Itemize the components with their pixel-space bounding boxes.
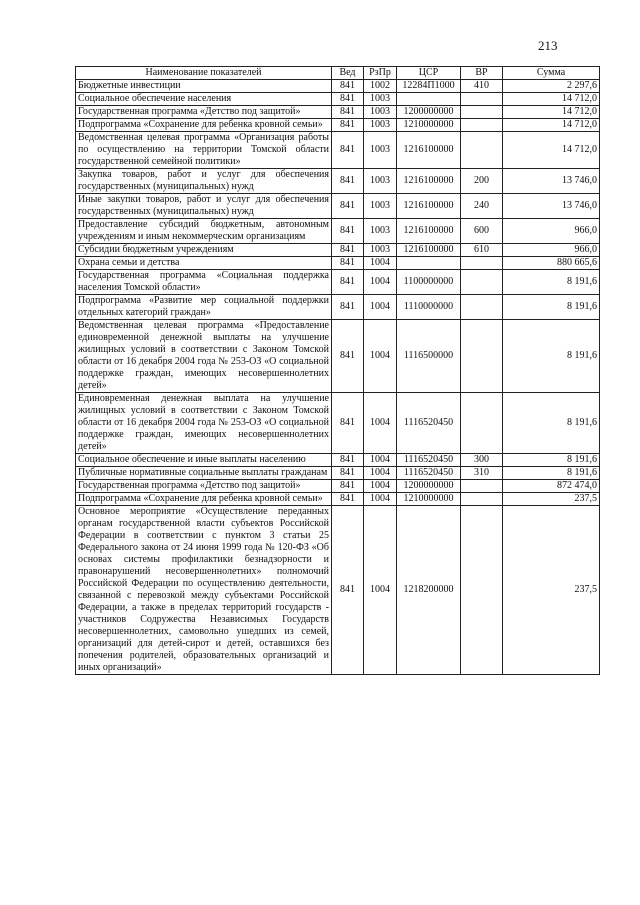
table-row xyxy=(76,480,600,493)
cell-rzpr: 1004 xyxy=(364,493,397,506)
cell-ved: 841 xyxy=(332,480,364,493)
cell-name: Бюджетные инвестиции xyxy=(76,80,332,93)
cell-csr: 1110000000 xyxy=(397,295,461,320)
cell-rzpr: 1004 xyxy=(364,320,397,393)
header-rzpr: РзПр xyxy=(364,67,397,80)
cell-csr: 1116500000 xyxy=(397,320,461,393)
cell-vr: 310 xyxy=(461,467,503,480)
cell-name: Охрана семьи и детства xyxy=(76,257,332,270)
cell-sum: 8 191,6 xyxy=(503,295,600,320)
cell-name: Публичные нормативные социальные выплаты гражданам xyxy=(76,467,332,480)
header-sum: Сумма xyxy=(503,67,600,80)
table-row xyxy=(76,169,600,194)
cell-ved: 841 xyxy=(332,257,364,270)
cell-vr: 200 xyxy=(461,169,503,194)
cell-sum: 8 191,6 xyxy=(503,467,600,480)
cell-sum: 14 712,0 xyxy=(503,106,600,119)
cell-vr xyxy=(461,295,503,320)
cell-name: Социальное обеспечение и иные выплаты населению xyxy=(76,454,332,467)
cell-rzpr: 1004 xyxy=(364,393,397,454)
cell-name: Основное мероприятие «Осуществление переданных органам государственной власти субъектов Российской Федерации в соответствии с пунктом 3 статьи 25 Федерального закона от 24 июня 1999 года № 120-ФЗ «Об основах системы профилактики безнадзорности и правонарушений несовершеннолетних» полномочий Российской Федерации по осуществлению деятельности, связанной с перевозкой между субъектами Российской Федерации, а также в пределах территорий государств - участников Содружества Независимых Государств несовершеннолетних, самовольно ушедших из семей, организаций для детей-сирот и детей, оставшихся без попечения родителей, образовательных организаций и иных организаций» xyxy=(76,506,332,675)
page-number: 213 xyxy=(538,38,558,53)
table-row xyxy=(76,506,600,675)
cell-name: Ведомственная целевая программа «Предоставление единовременной денежной выплаты на улучшение жилищных условий в соответствии с Законом Томской области от 16 декабря 2004 года № 253-ОЗ «О социальной поддержке граждан, имеющих несовершеннолетних детей» xyxy=(76,320,332,393)
cell-ved: 841 xyxy=(332,393,364,454)
cell-sum: 14 712,0 xyxy=(503,119,600,132)
cell-ved: 841 xyxy=(332,467,364,480)
cell-sum: 13 746,0 xyxy=(503,194,600,219)
cell-csr: 1210000000 xyxy=(397,119,461,132)
cell-sum: 8 191,6 xyxy=(503,393,600,454)
table-row xyxy=(76,467,600,480)
cell-rzpr: 1004 xyxy=(364,467,397,480)
cell-ved: 841 xyxy=(332,320,364,393)
cell-vr xyxy=(461,393,503,454)
cell-name: Закупка товаров, работ и услуг для обеспечения государственных (муниципальных) нужд xyxy=(76,169,332,194)
cell-csr: 1216100000 xyxy=(397,169,461,194)
cell-sum: 8 191,6 xyxy=(503,270,600,295)
table-header-row xyxy=(76,67,600,80)
cell-ved: 841 xyxy=(332,169,364,194)
cell-vr xyxy=(461,132,503,169)
cell-sum: 14 712,0 xyxy=(503,132,600,169)
cell-csr: 1200000000 xyxy=(397,106,461,119)
table-row xyxy=(76,493,600,506)
cell-sum: 8 191,6 xyxy=(503,320,600,393)
table-row xyxy=(76,295,600,320)
cell-csr: 12284П1000 xyxy=(397,80,461,93)
cell-rzpr: 1003 xyxy=(364,169,397,194)
cell-sum: 880 665,6 xyxy=(503,257,600,270)
cell-sum: 872 474,0 xyxy=(503,480,600,493)
cell-vr: 300 xyxy=(461,454,503,467)
cell-sum: 14 712,0 xyxy=(503,93,600,106)
cell-csr xyxy=(397,93,461,106)
cell-ved: 841 xyxy=(332,506,364,675)
cell-csr: 1116520450 xyxy=(397,393,461,454)
cell-vr: 600 xyxy=(461,219,503,244)
cell-vr: 410 xyxy=(461,80,503,93)
cell-vr: 610 xyxy=(461,244,503,257)
table-row xyxy=(76,393,600,454)
cell-vr xyxy=(461,93,503,106)
cell-name: Иные закупки товаров, работ и услуг для обеспечения государственных (муниципальных) нужд xyxy=(76,194,332,219)
table-row xyxy=(76,244,600,257)
header-ved: Вед xyxy=(332,67,364,80)
table-row xyxy=(76,132,600,169)
cell-rzpr: 1003 xyxy=(364,106,397,119)
cell-rzpr: 1002 xyxy=(364,80,397,93)
table-row xyxy=(76,119,600,132)
cell-ved: 841 xyxy=(332,132,364,169)
cell-ved: 841 xyxy=(332,493,364,506)
cell-name: Единовременная денежная выплата на улучшение жилищных условий в соответствии с Законом Томской области от 16 декабря 2004 года № 253-ОЗ «О социальной поддержке граждан, имеющих несовершеннолетних детей» xyxy=(76,393,332,454)
cell-vr xyxy=(461,493,503,506)
cell-name: Государственная программа «Детство под защитой» xyxy=(76,106,332,119)
cell-csr: 1116520450 xyxy=(397,454,461,467)
cell-rzpr: 1004 xyxy=(364,295,397,320)
table-row xyxy=(76,219,600,244)
table-body xyxy=(76,80,600,675)
table-row xyxy=(76,320,600,393)
cell-csr: 1216100000 xyxy=(397,219,461,244)
table-row xyxy=(76,257,600,270)
cell-vr xyxy=(461,480,503,493)
cell-name: Ведомственная целевая программа «Организация работы по осуществлению на территории Томской области государственной семейной политики» xyxy=(76,132,332,169)
cell-rzpr: 1004 xyxy=(364,270,397,295)
cell-name: Субсидии бюджетным учреждениям xyxy=(76,244,332,257)
cell-name: Государственная программа «Детство под защитой» xyxy=(76,480,332,493)
cell-csr: 1218200000 xyxy=(397,506,461,675)
cell-name: Подпрограмма «Сохранение для ребенка кровной семьи» xyxy=(76,493,332,506)
cell-name: Государственная программа «Социальная поддержка населения Томской области» xyxy=(76,270,332,295)
header-vr: ВР xyxy=(461,67,503,80)
cell-csr: 1216100000 xyxy=(397,244,461,257)
cell-rzpr: 1003 xyxy=(364,194,397,219)
cell-sum: 966,0 xyxy=(503,219,600,244)
cell-rzpr: 1003 xyxy=(364,93,397,106)
cell-rzpr: 1003 xyxy=(364,119,397,132)
cell-vr xyxy=(461,119,503,132)
cell-ved: 841 xyxy=(332,194,364,219)
cell-rzpr: 1004 xyxy=(364,506,397,675)
cell-rzpr: 1003 xyxy=(364,132,397,169)
cell-ved: 841 xyxy=(332,119,364,132)
cell-ved: 841 xyxy=(332,93,364,106)
cell-rzpr: 1004 xyxy=(364,480,397,493)
cell-csr: 1210000000 xyxy=(397,493,461,506)
cell-rzpr: 1004 xyxy=(364,257,397,270)
cell-vr xyxy=(461,106,503,119)
cell-csr: 1100000000 xyxy=(397,270,461,295)
cell-csr xyxy=(397,257,461,270)
cell-vr: 240 xyxy=(461,194,503,219)
cell-sum: 237,5 xyxy=(503,506,600,675)
cell-vr xyxy=(461,270,503,295)
cell-vr xyxy=(461,320,503,393)
cell-csr: 1116520450 xyxy=(397,467,461,480)
cell-vr xyxy=(461,506,503,675)
cell-csr: 1200000000 xyxy=(397,480,461,493)
cell-ved: 841 xyxy=(332,454,364,467)
cell-sum: 8 191,6 xyxy=(503,454,600,467)
cell-vr xyxy=(461,257,503,270)
header-name: Наименование показателей xyxy=(76,67,332,80)
header-csr: ЦСР xyxy=(397,67,461,80)
cell-ved: 841 xyxy=(332,106,364,119)
cell-csr: 1216100000 xyxy=(397,194,461,219)
cell-name: Предоставление субсидий бюджетным, автономным учреждениям и иным некоммерческим организациям xyxy=(76,219,332,244)
table-row xyxy=(76,454,600,467)
cell-name: Подпрограмма «Развитие мер социальной поддержки отдельных категорий граждан» xyxy=(76,295,332,320)
table-row xyxy=(76,93,600,106)
cell-csr: 1216100000 xyxy=(397,132,461,169)
cell-ved: 841 xyxy=(332,244,364,257)
cell-ved: 841 xyxy=(332,219,364,244)
cell-rzpr: 1003 xyxy=(364,219,397,244)
cell-ved: 841 xyxy=(332,295,364,320)
budget-table xyxy=(75,66,600,675)
cell-sum: 966,0 xyxy=(503,244,600,257)
table-row xyxy=(76,194,600,219)
cell-sum: 237,5 xyxy=(503,493,600,506)
cell-rzpr: 1004 xyxy=(364,454,397,467)
cell-rzpr: 1003 xyxy=(364,244,397,257)
cell-ved: 841 xyxy=(332,80,364,93)
cell-name: Подпрограмма «Сохранение для ребенка кровной семьи» xyxy=(76,119,332,132)
table-row xyxy=(76,80,600,93)
cell-sum: 13 746,0 xyxy=(503,169,600,194)
table-row xyxy=(76,270,600,295)
cell-ved: 841 xyxy=(332,270,364,295)
cell-name: Социальное обеспечение населения xyxy=(76,93,332,106)
cell-sum: 2 297,6 xyxy=(503,80,600,93)
table-row xyxy=(76,106,600,119)
